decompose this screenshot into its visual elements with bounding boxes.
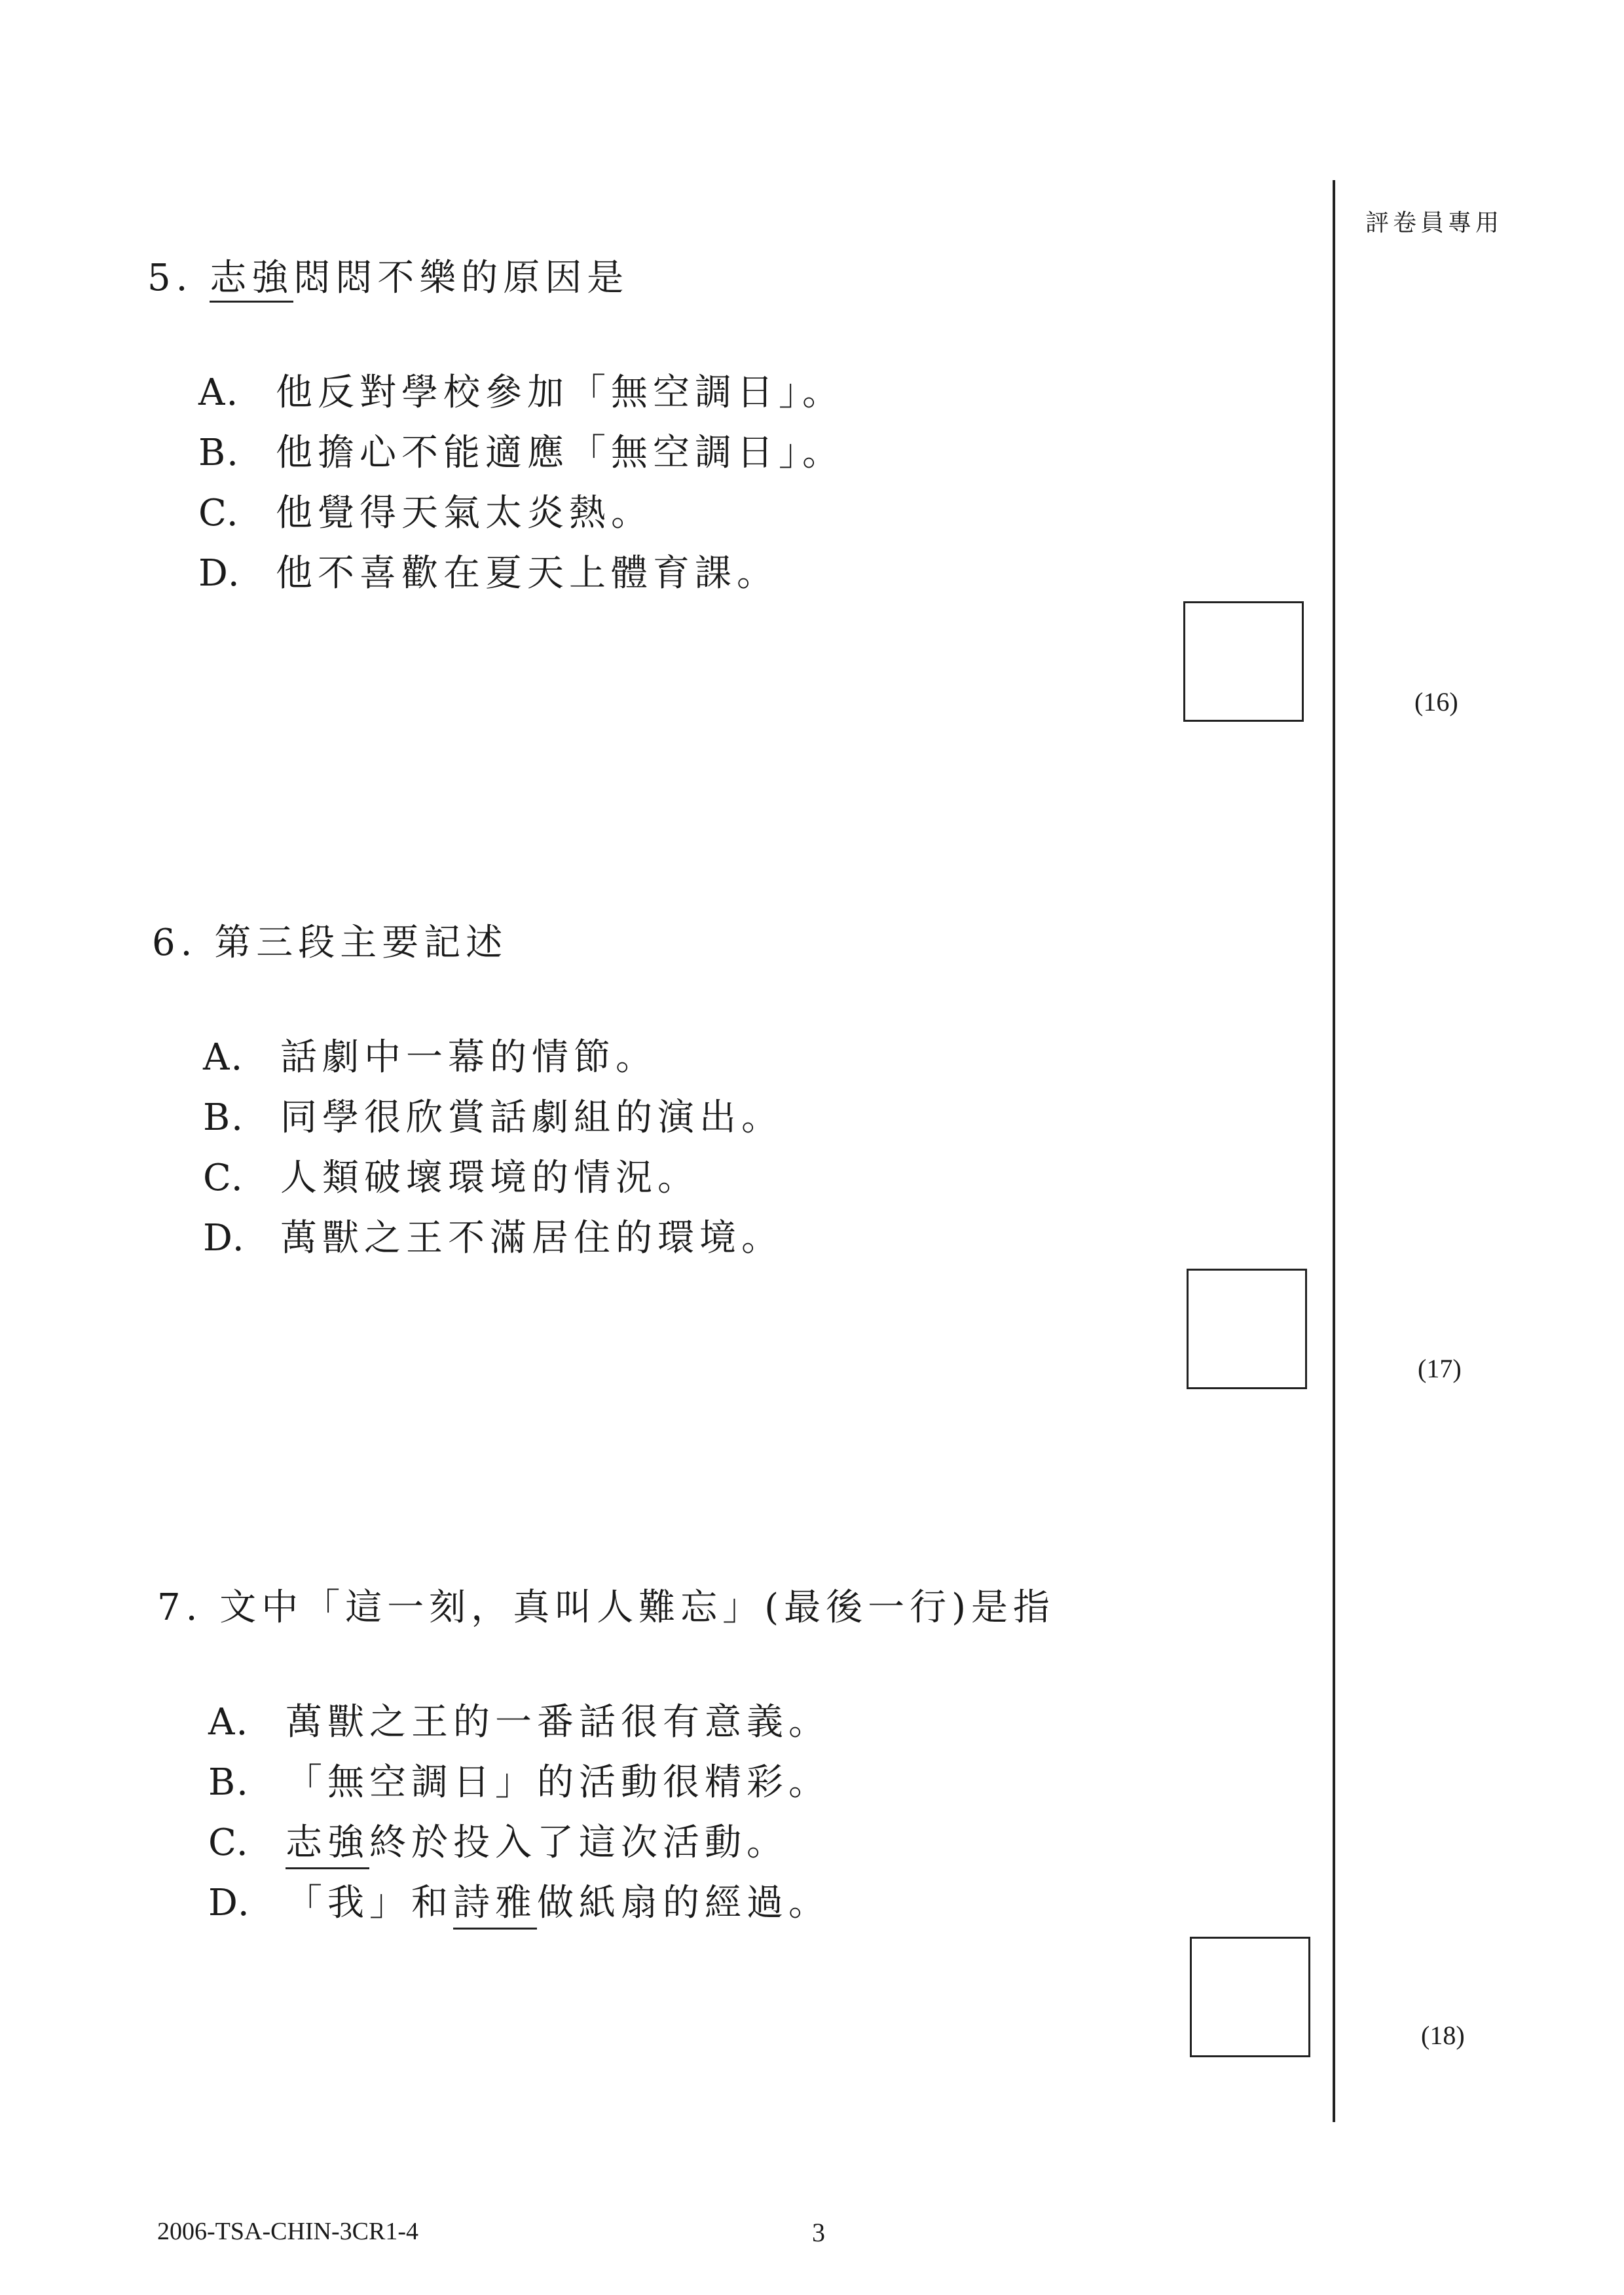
question-text: 悶悶不樂的原因是 (293, 257, 629, 299)
question-text: 第三段主要記述 (214, 922, 508, 964)
question-number: 6. (152, 922, 198, 964)
answer-box-5[interactable] (1183, 601, 1304, 722)
option-d: D. 「我」和 詩雅 做紙扇的經過。 (208, 1874, 1055, 1934)
option-b: B. 他擔心不能適應「無空調日」。 (198, 432, 844, 474)
score-label-16: (16) (1414, 687, 1458, 717)
question-number: 7. (157, 1586, 203, 1629)
paper-code: 2006-TSA-CHIN-3CR1-4 (157, 2218, 418, 2245)
underlined-name: 志強 (286, 1814, 369, 1869)
options-list (208, 1693, 1055, 1934)
question-5-title (147, 249, 844, 301)
option-a: A. 萬獸之王的一番話很有意義。 (208, 1701, 830, 1744)
question-7 (157, 1578, 1055, 1934)
option-b: B. 同學很欣賞話劇組的演出。 (203, 1096, 783, 1139)
option-d: D. 他不喜歡在夏天上體育課。 (198, 552, 779, 595)
option-a: A. 話劇中一幕的情節。 (203, 1036, 657, 1079)
score-label-17: (17) (1418, 1354, 1462, 1383)
underlined-name: 詩雅 (453, 1874, 537, 1930)
option-c: C. 他覺得天氣太炎熱。 (198, 492, 653, 534)
option-c: C. 人類破壞環境的情況。 (203, 1157, 699, 1199)
marker-only-header: 評卷員專用 (1365, 210, 1504, 236)
question-6 (152, 914, 783, 1269)
options-list (203, 1028, 783, 1269)
underlined-name: 志強 (210, 257, 293, 303)
answer-box-7[interactable] (1190, 1937, 1310, 2057)
option-d: D. 萬獸之王不滿居住的環境。 (203, 1217, 783, 1259)
options-list (198, 364, 844, 605)
question-6-title (152, 914, 783, 966)
option-c: C. 志強 終於投入了這次活動。 (208, 1814, 1055, 1874)
question-7-title (157, 1578, 1055, 1631)
question-text: 文中「這一刻，真叫人難忘」(最後一行)是指 (219, 1586, 1055, 1629)
option-a: A. 他反對學校參加「無空調日」。 (198, 371, 844, 414)
score-label-18: (18) (1421, 2021, 1465, 2050)
marker-column-divider (1333, 180, 1335, 2122)
option-b: B. 「無空調日」的活動很精彩。 (208, 1761, 830, 1804)
question-number: 5. (147, 257, 193, 299)
question-5 (147, 249, 844, 605)
answer-box-6[interactable] (1187, 1269, 1307, 1389)
page-number: 3 (812, 2218, 825, 2247)
